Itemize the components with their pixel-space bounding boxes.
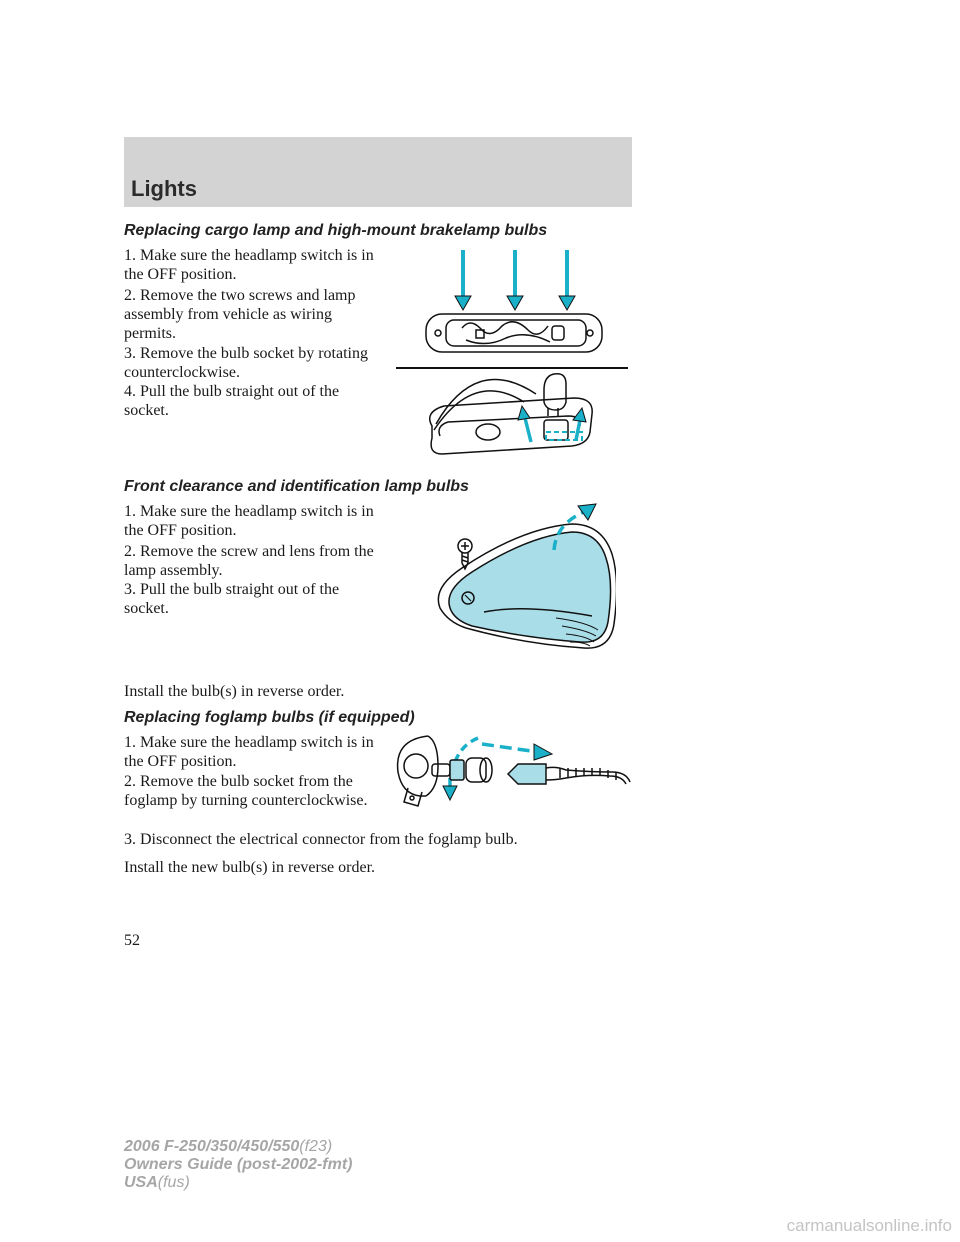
step-text: 3. Pull the bulb straight out of the socket. (124, 581, 340, 617)
electrical-connector (508, 764, 630, 784)
foglamp-diagram (388, 718, 632, 808)
arrow-down-icon (455, 250, 471, 310)
section-title-cargo-lamp: Replacing cargo lamp and high-mount brakelamp bulbs (124, 222, 548, 239)
lamp-lens (449, 532, 611, 646)
header-band (124, 137, 632, 207)
footer-model-code: (f23) (299, 1138, 333, 1155)
page-number: 52 (124, 932, 140, 949)
arrow-up-icon (573, 408, 586, 440)
footer-region: USA (124, 1174, 158, 1191)
arrow-down-icon (507, 250, 523, 310)
closing-text: Install the bulb(s) in reverse order. (124, 683, 345, 700)
closing-text: Install the new bulb(s) in reverse order. (124, 859, 376, 876)
screw-icon (458, 539, 472, 569)
arrow-right-icon (482, 744, 552, 760)
step-text: 1. Make sure the headlamp switch is in the OFF position. (124, 503, 374, 539)
footer-model: 2006 F-250/350/450/550 (124, 1138, 300, 1155)
footer-guide: Owners Guide (post-2002-fmt) (124, 1156, 353, 1173)
step-text: 2. Remove the screw and lens from the lamp assembly. (124, 543, 374, 579)
watermark: carmanualsonline.info (786, 1216, 952, 1235)
lamp-housing (426, 314, 602, 352)
document-footer (124, 1138, 352, 1192)
clearance-lamp-diagram (426, 500, 616, 670)
footer-region-code: (fus) (157, 1174, 190, 1191)
page-title: Lights (131, 176, 197, 201)
step-text: 2. Remove the two screws and lamp assembly from vehicle as wiring permits. (124, 287, 356, 342)
step-text: 3. Remove the bulb socket by rotating counterclockwise. (124, 345, 368, 381)
section-title-clearance-lamp: Front clearance and identification lamp bulbs (124, 478, 469, 495)
arrow-up-icon (518, 406, 531, 442)
bulb-socket-housing (430, 374, 592, 454)
step-text: 1. Make sure the headlamp switch is in the OFF position. (124, 247, 374, 283)
cargo-lamp-diagram (396, 242, 632, 468)
arrow-down-icon (559, 250, 575, 310)
step-text: 3. Disconnect the electrical connector from the foglamp bulb. (124, 831, 518, 848)
bulb-socket (432, 758, 492, 782)
step-text: 1. Make sure the headlamp switch is in the OFF position. (124, 734, 374, 770)
step-text: 4. Pull the bulb straight out of the socket. (124, 383, 340, 419)
step-text: 2. Remove the bulb socket from the foglamp by turning counterclockwise. (124, 773, 368, 809)
section-title-foglamp: Replacing foglamp bulbs (if equipped) (124, 709, 415, 726)
